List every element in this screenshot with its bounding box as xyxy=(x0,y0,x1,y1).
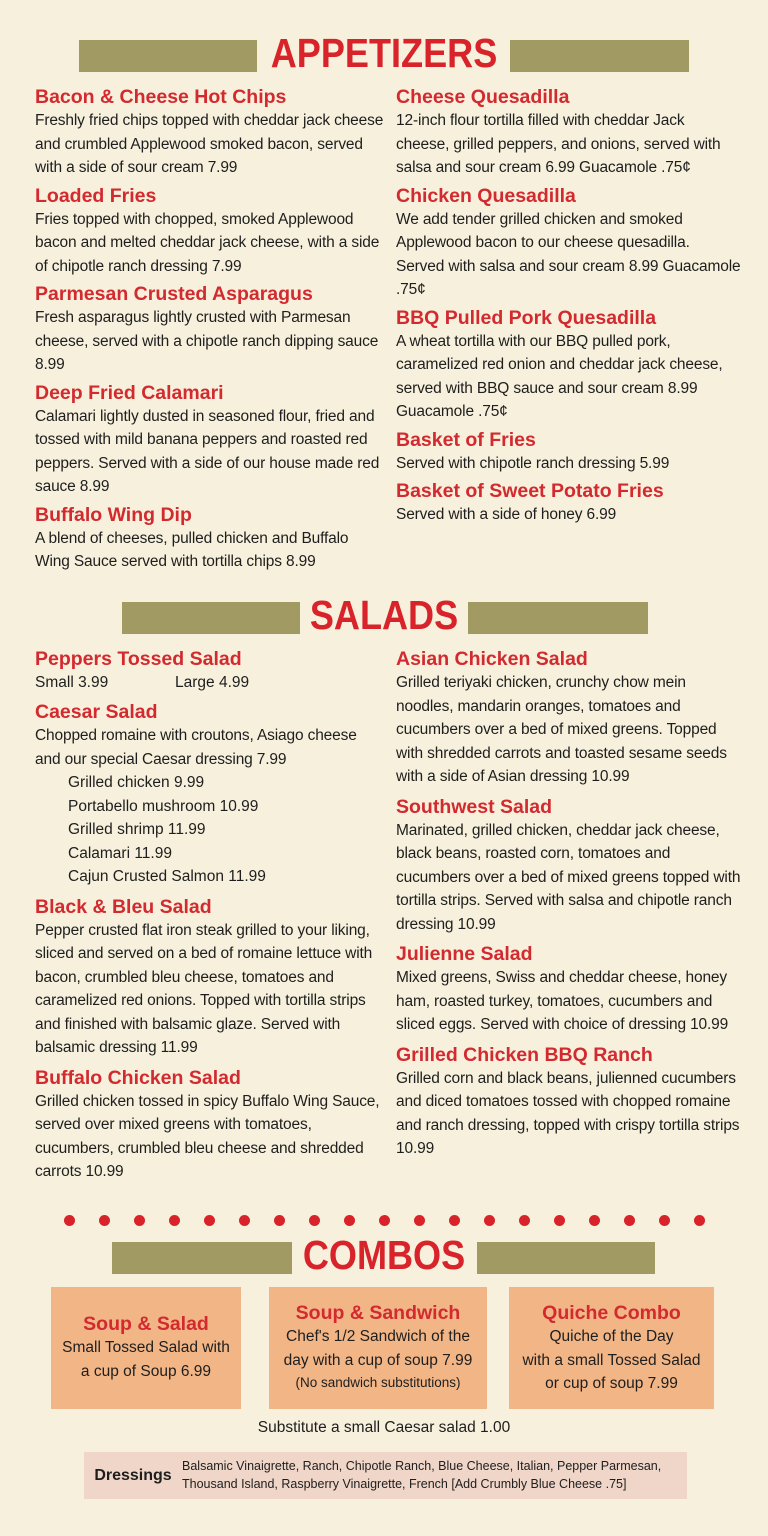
item-description: 12-inch flour tortilla filled with cheddar Jack cheese, grilled peppers, and onions, served with salsa and sour cream 6.99 Guacamole .75¢ xyxy=(396,112,721,176)
item-description: Calamari lightly dusted in seasoned flour, fried and tossed with mild banana peppers and roasted red peppers. Served with a side of our house made red sauce 8.99 xyxy=(35,407,380,495)
menu-item xyxy=(396,184,741,302)
dressings-list xyxy=(182,1458,682,1493)
divider-dot xyxy=(414,1215,425,1226)
menu-item xyxy=(396,1043,741,1161)
menu-item xyxy=(35,895,385,1060)
item-name: Peppers Tossed Salad xyxy=(35,648,242,670)
salads-right-column xyxy=(396,647,741,1165)
addon-option: Calamari 11.99 xyxy=(68,844,172,862)
item-name: Bacon & Cheese Hot Chips xyxy=(35,86,287,108)
combo-description: Chef's 1/2 Sandwich of the xyxy=(286,1328,470,1345)
item-name: Southwest Salad xyxy=(396,795,553,818)
dot-divider xyxy=(64,1215,704,1229)
divider-dot xyxy=(484,1215,495,1226)
item-name: Deep Fried Calamari xyxy=(35,381,224,404)
addon-option: Portabello mushroom 10.99 xyxy=(68,797,259,815)
divider-dot xyxy=(274,1215,285,1226)
item-description: Served with chipotle ranch dressing 5.99 xyxy=(396,454,670,472)
item-description: Mixed greens, Swiss and cheddar cheese, honey ham, roasted turkey, tomatoes, cucumbers and sliced eggs. Served with choice of dressing 10.99 xyxy=(396,969,729,1033)
menu-item xyxy=(396,942,741,1037)
item-name: BBQ Pulled Pork Quesadilla xyxy=(396,306,657,329)
divider-dot xyxy=(624,1215,635,1226)
dressings-line: Thousand Island, Raspberry Vinaigrette, French [Add Crumbly Blue Cheese .75] xyxy=(182,1476,627,1491)
divider-dot xyxy=(204,1215,215,1226)
dressings-label: Dressings xyxy=(94,1466,172,1484)
item-description: Fresh asparagus lightly crusted with Parmesan cheese, served with a chipotle ranch dipping sauce 8.99 xyxy=(35,309,379,373)
addon-option: Grilled shrimp 11.99 xyxy=(68,821,206,838)
item-description: A blend of cheeses, pulled chicken and Buffalo Wing Sauce served with tortilla chips 8.99 xyxy=(35,529,349,570)
divider-dot xyxy=(239,1215,250,1226)
appetizers-title: APPETIZERS xyxy=(270,30,498,76)
menu-item xyxy=(35,381,385,499)
combo-note: (No sandwich substitutions) xyxy=(295,1375,461,1390)
appetizers-heading xyxy=(0,27,768,79)
menu-item xyxy=(396,479,741,527)
divider-dot xyxy=(309,1215,320,1226)
divider-dot xyxy=(344,1215,355,1226)
salads-left-column xyxy=(35,647,385,1188)
combo-description: with a small Tossed Salad xyxy=(522,1351,701,1369)
divider-dot xyxy=(659,1215,670,1226)
menu-item xyxy=(35,184,385,279)
combo-description: or cup of soup 7.99 xyxy=(545,1375,678,1392)
menu-item xyxy=(35,1066,385,1184)
menu-item xyxy=(396,795,741,937)
menu-item xyxy=(396,85,741,180)
divider-dot xyxy=(694,1215,705,1226)
appetizers-right-column xyxy=(396,85,741,531)
menu-item xyxy=(35,647,385,694)
large-price: Large 4.99 xyxy=(175,674,250,691)
item-name: Chicken Quesadilla xyxy=(396,184,576,207)
item-name: Basket of Fries xyxy=(396,428,536,451)
item-description: Marinated, grilled chicken, cheddar jack cheese, black beans, roasted corn, tomatoes and cucumbers over a bed of mixed greens topped with tortilla strips. Served with salsa and chipotle ranch dressing 10.99 xyxy=(396,821,741,933)
item-description: Grilled teriyaki chicken, crunchy chow mein noodles, mandarin oranges, tomatoes and cucumbers over a bed of mixed greens. Topped with shredded carrots and toasted sesame seeds with a side of Asian dressing 10.99 xyxy=(396,674,727,785)
divider-dot xyxy=(379,1215,390,1226)
item-description: We add tender grilled chicken and smoked Applewood bacon to our cheese quesadilla. Served with salsa and sour cream 8.99 Guacamole .75¢ xyxy=(396,210,741,298)
appetizers-left-column xyxy=(35,85,385,578)
item-name: Cheese Quesadilla xyxy=(396,86,570,108)
combos-heading xyxy=(0,1229,768,1281)
menu-item xyxy=(35,503,385,574)
menu-item xyxy=(396,647,741,789)
menu-item xyxy=(396,306,741,424)
combo-soup-sandwich xyxy=(269,1287,487,1409)
item-name: Parmesan Crusted Asparagus xyxy=(35,283,313,305)
combo-description: day with a cup of soup 7.99 xyxy=(283,1351,473,1369)
item-description: Grilled corn and black beans, julienned cucumbers and diced tomatoes tossed with chopped romaine and ranch dressing, topped with crispy tortilla strips 10.99 xyxy=(396,1069,740,1157)
menu-item xyxy=(35,85,385,180)
addon-option: Grilled chicken 9.99 xyxy=(68,774,205,791)
combo-name: Quiche Combo xyxy=(542,1302,681,1324)
item-description: Fries topped with chopped, smoked Applewood bacon and melted cheddar jack cheese, with a side of chipotle ranch dressing 7.99 xyxy=(35,210,380,275)
menu-item xyxy=(396,428,741,476)
divider-dot xyxy=(64,1215,75,1226)
divider-dot xyxy=(519,1215,530,1226)
combo-description: a cup of Soup 6.99 xyxy=(80,1362,212,1380)
small-price: Small 3.99 xyxy=(35,674,109,691)
item-name: Grilled Chicken BBQ Ranch xyxy=(396,1043,653,1066)
size-prices xyxy=(35,671,385,694)
divider-dot xyxy=(169,1215,180,1226)
item-name: Black & Bleu Salad xyxy=(35,895,212,918)
item-description: Pepper crusted flat iron steak grilled to your liking, sliced and served on a bed of romaine lettuce with bacon, crumbled bleu cheese, tomatoes and caramelized red onions. Topped with tortilla strips and finished with balsamic glaze. Served with balsamic dressing 11.99 xyxy=(35,921,373,1056)
item-name: Caesar Salad xyxy=(35,701,158,723)
combo-name: Soup & Sandwich xyxy=(295,1302,461,1324)
dressings-line: Balsamic Vinaigrette, Ranch, Chipotle Ranch, Blue Cheese, Italian, Pepper Parmesan, xyxy=(182,1459,662,1473)
item-description: A wheat tortilla with our BBQ pulled pork, caramelized red onion and cheddar jack cheese, served with BBQ sauce and sour cream 8.99 Guacamole .75¢ xyxy=(396,332,723,420)
item-description: Grilled chicken tossed in spicy Buffalo Wing Sauce, served over mixed greens with tomatoes, cucumbers, crumbled bleu cheese and shredded carrots 10.99 xyxy=(35,1092,380,1180)
item-description: Served with a side of honey 6.99 xyxy=(396,506,617,523)
item-name: Basket of Sweet Potato Fries xyxy=(396,480,664,502)
salads-title: SALADS xyxy=(309,592,459,638)
item-name: Buffalo Wing Dip xyxy=(35,503,192,526)
menu-item xyxy=(35,700,385,889)
divider-dot xyxy=(589,1215,600,1226)
combo-soup-salad xyxy=(51,1287,241,1409)
substitute-note: Substitute a small Caesar salad 1.00 xyxy=(257,1419,511,1436)
divider-dot xyxy=(134,1215,145,1226)
dressings-box xyxy=(84,1452,687,1499)
divider-dot xyxy=(449,1215,460,1226)
salads-heading xyxy=(0,589,768,641)
item-name: Loaded Fries xyxy=(35,184,157,207)
item-name: Julienne Salad xyxy=(396,943,533,965)
combo-description: Small Tossed Salad with xyxy=(62,1339,230,1356)
combo-quiche xyxy=(509,1287,714,1409)
combo-description: Quiche of the Day xyxy=(549,1328,674,1345)
combos-title: COMBOS xyxy=(302,1232,466,1278)
divider-dot xyxy=(554,1215,565,1226)
item-description: Chopped romaine with croutons, Asiago cheese and our special Caesar dressing 7.99 xyxy=(35,727,357,768)
combo-name: Soup & Salad xyxy=(83,1313,209,1335)
item-name: Buffalo Chicken Salad xyxy=(35,1066,241,1089)
item-name: Asian Chicken Salad xyxy=(396,648,588,670)
addon-option: Cajun Crusted Salmon 11.99 xyxy=(68,868,266,885)
menu-item xyxy=(35,282,385,377)
divider-dot xyxy=(99,1215,110,1226)
item-description: Freshly fried chips topped with cheddar jack cheese and crumbled Applewood smoked bacon, served with a side of sour cream 7.99 xyxy=(35,112,384,176)
